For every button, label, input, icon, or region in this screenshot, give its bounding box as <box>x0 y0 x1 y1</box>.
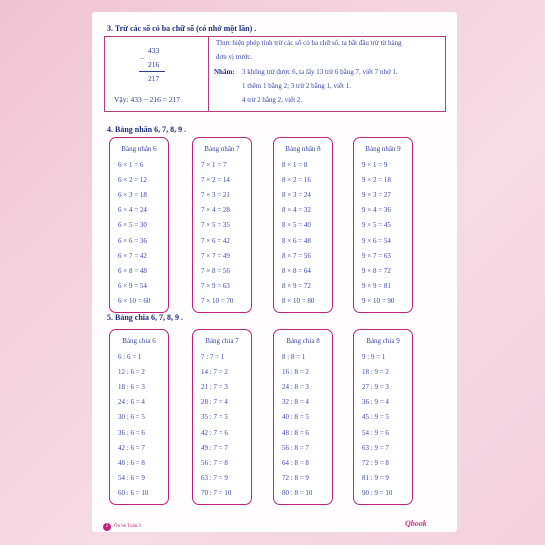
table-row: 35 : 7 = 5 <box>201 413 228 422</box>
table-title: Bảng chia 7 <box>205 337 239 345</box>
table-row: 9 × 9 = 81 <box>362 281 391 290</box>
calc-conclusion: Vậy: 433 − 216 = 217 <box>114 95 181 104</box>
table-row: 7 × 6 = 42 <box>201 236 230 245</box>
table-row: 6 × 7 = 42 <box>118 251 147 260</box>
table-row: 6 × 1 = 6 <box>118 161 144 169</box>
table-row: 9 × 2 = 18 <box>362 176 391 185</box>
calc-top-number: 433 <box>148 46 160 55</box>
table-row: 6 × 5 = 30 <box>118 221 147 230</box>
calc-result: 217 <box>148 74 160 83</box>
table-row: 7 × 9 = 63 <box>201 281 230 290</box>
table-row: 8 × 10 = 80 <box>282 296 315 305</box>
section5-table-2 <box>192 329 252 505</box>
table-row: 28 : 7 = 4 <box>201 398 228 407</box>
table-row: 42 : 7 = 6 <box>201 428 228 437</box>
section5-table-4 <box>353 329 413 505</box>
table-row: 7 × 5 = 35 <box>201 221 230 230</box>
table-row: 8 × 7 = 56 <box>282 251 311 260</box>
table-row: 36 : 6 = 6 <box>118 428 145 437</box>
table-row: 6 × 4 = 24 <box>118 206 147 215</box>
section4-table-1 <box>109 137 169 313</box>
table-row: 8 × 2 = 16 <box>282 176 311 185</box>
note-label: Nhẩm: <box>214 68 235 76</box>
calc-subtrahend: 216 <box>148 60 160 69</box>
note-line-3: 3 không trừ được 6, ta lấy 13 trừ 6 bằng 7, viết 7 nhớ 1. <box>242 68 398 76</box>
table-row: 7 × 8 = 56 <box>201 266 230 275</box>
table-row: 90 : 9 = 10 <box>362 488 393 497</box>
table-title: Bảng chia 9 <box>366 337 400 345</box>
table-title: Bảng chia 8 <box>286 337 320 345</box>
table-row: 14 : 7 = 2 <box>201 368 228 377</box>
table-row: 8 × 3 = 24 <box>282 191 311 200</box>
table-row: 6 × 6 = 36 <box>118 236 147 245</box>
table-row: 81 : 9 = 9 <box>362 473 389 482</box>
table-row: 27 : 9 = 3 <box>362 383 389 392</box>
table-row: 48 : 8 = 6 <box>282 428 309 437</box>
table-row: 70 : 7 = 10 <box>201 488 232 497</box>
table-row: 54 : 9 = 6 <box>362 428 389 437</box>
calc-minus-sign: − <box>140 54 145 63</box>
calc-underline <box>139 71 165 72</box>
table-row: 80 : 8 = 10 <box>282 488 313 497</box>
section5-table-1 <box>109 329 169 505</box>
table-row: 16 : 8 = 2 <box>282 368 309 377</box>
table-row: 63 : 7 = 9 <box>201 473 228 482</box>
table-row: 8 × 4 = 32 <box>282 206 311 215</box>
table-row: 7 : 7 = 1 <box>201 353 225 361</box>
table-row: 6 : 6 = 1 <box>118 353 142 361</box>
table-row: 63 : 9 = 7 <box>362 443 389 452</box>
note-line-2: đơn vị trước. <box>216 53 253 61</box>
table-row: 9 × 5 = 45 <box>362 221 391 230</box>
table-row: 8 : 8 = 1 <box>282 353 306 361</box>
table-row: 6 × 3 = 18 <box>118 191 147 200</box>
page-number-badge: 2 <box>103 523 111 531</box>
table-row: 60 : 6 = 10 <box>118 488 149 497</box>
table-row: 12 : 6 = 2 <box>118 368 145 377</box>
note-line-4: 1 thêm 1 bằng 2; 3 trừ 2 bằng 1, viết 1. <box>242 82 351 90</box>
table-title: Bảng nhân 6 <box>121 145 157 153</box>
table-row: 7 × 2 = 14 <box>201 176 230 185</box>
table-row: 54 : 6 = 9 <box>118 473 145 482</box>
table-row: 36 : 9 = 4 <box>362 398 389 407</box>
table-row: 6 × 2 = 12 <box>118 176 147 185</box>
table-row: 6 × 10 = 60 <box>118 296 151 305</box>
section5-title: 5. Bảng chia 6, 7, 8, 9 . <box>107 313 184 322</box>
table-title: Bảng nhân 7 <box>204 145 240 153</box>
table-row: 30 : 6 = 5 <box>118 413 145 422</box>
table-row: 42 : 6 = 7 <box>118 443 145 452</box>
table-title: Bảng chia 6 <box>122 337 156 345</box>
table-row: 18 : 9 = 2 <box>362 368 389 377</box>
table-row: 9 × 1 = 9 <box>362 161 388 169</box>
table-row: 6 × 8 = 48 <box>118 266 147 275</box>
table-row: 8 × 1 = 8 <box>282 161 308 169</box>
table-row: 7 × 10 = 70 <box>201 296 234 305</box>
table-row: 40 : 8 = 5 <box>282 413 309 422</box>
table-row: 7 × 4 = 28 <box>201 206 230 215</box>
section4-table-3 <box>273 137 333 313</box>
table-title: Bảng nhân 8 <box>285 145 321 153</box>
table-row: 9 × 4 = 36 <box>362 206 391 215</box>
table-row: 72 : 8 = 9 <box>282 473 309 482</box>
table-title: Bảng nhân 9 <box>365 145 401 153</box>
table-row: 9 × 3 = 27 <box>362 191 391 200</box>
table-row: 32 : 8 = 4 <box>282 398 309 407</box>
table-row: 6 × 9 = 54 <box>118 281 147 290</box>
table-row: 64 : 8 = 8 <box>282 458 309 467</box>
table-row: 49 : 7 = 7 <box>201 443 228 452</box>
table-row: 8 × 8 = 64 <box>282 266 311 275</box>
table-row: 45 : 9 = 5 <box>362 413 389 422</box>
table-row: 8 × 9 = 72 <box>282 281 311 290</box>
table-row: 48 : 6 = 8 <box>118 458 145 467</box>
book-title: Ôn hè Toán 3 <box>114 524 141 529</box>
note-line-5: 4 trừ 2 bằng 2, viết 2. <box>242 96 303 104</box>
section3-title: 3. Trừ các số có ba chữ số (có nhớ một lần) . <box>107 24 257 33</box>
table-row: 7 × 7 = 49 <box>201 251 230 260</box>
table-row: 8 × 6 = 48 <box>282 236 311 245</box>
table-row: 7 × 3 = 21 <box>201 191 230 200</box>
table-row: 56 : 7 = 8 <box>201 458 228 467</box>
publisher-logo: Qbook <box>405 519 427 528</box>
table-row: 72 : 9 = 8 <box>362 458 389 467</box>
table-row: 21 : 7 = 3 <box>201 383 228 392</box>
section5-table-3 <box>273 329 333 505</box>
table-row: 24 : 6 = 4 <box>118 398 145 407</box>
subtraction-divider <box>208 36 209 112</box>
table-row: 24 : 8 = 3 <box>282 383 309 392</box>
table-row: 9 × 8 = 72 <box>362 266 391 275</box>
table-row: 7 × 1 = 7 <box>201 161 227 169</box>
table-row: 18 : 6 = 3 <box>118 383 145 392</box>
note-line-1: Thực hiện phép tính trừ các số có ba chữ số, ta bắt đầu trừ từ hàng <box>216 39 402 47</box>
table-row: 9 × 6 = 54 <box>362 236 391 245</box>
table-row: 9 × 10 = 90 <box>362 296 395 305</box>
table-row: 56 : 8 = 7 <box>282 443 309 452</box>
table-row: 8 × 5 = 40 <box>282 221 311 230</box>
section4-title: 4. Bảng nhân 6, 7, 8, 9 . <box>107 125 187 134</box>
table-row: 9 × 7 = 63 <box>362 251 391 260</box>
section4-table-2 <box>192 137 252 313</box>
table-row: 9 : 9 = 1 <box>362 353 386 361</box>
section4-table-4 <box>353 137 413 313</box>
